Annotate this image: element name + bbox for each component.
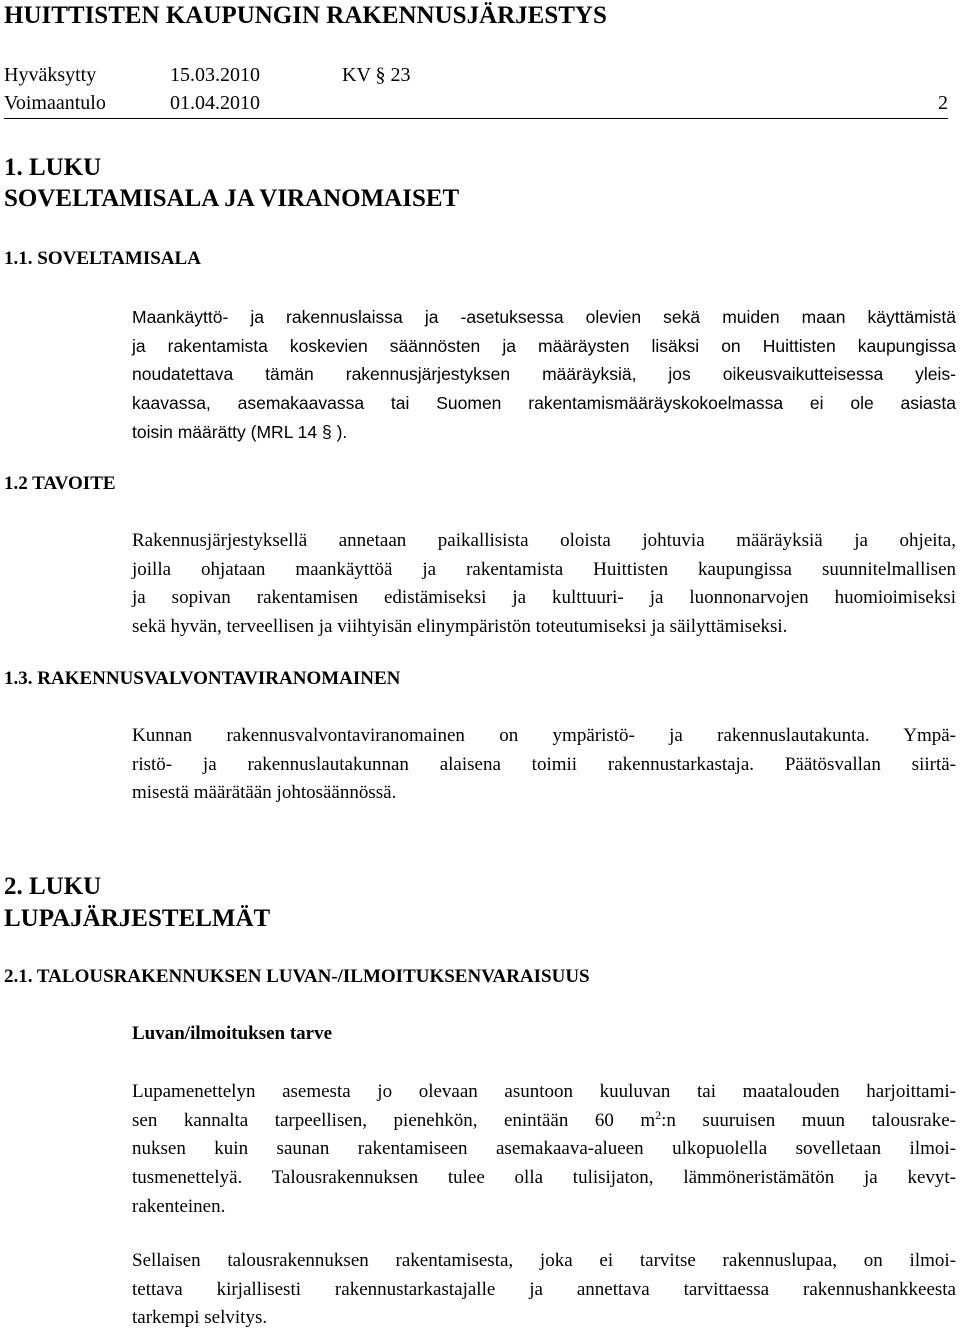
paragraph-line: nuksen kuin saunan rakentamiseen asemakaava-alueen ulkopuolella sovelletaan ilmoi- xyxy=(132,1138,956,1160)
paragraph-line: Lupamenettelyn asemesta jo olevaan asuntoon kuuluvan tai maatalouden harjoittami- xyxy=(132,1081,956,1102)
paragraph-line: sekä hyvän, terveellisen ja viihtyisän elinympäristön toteutumiseksi ja säilyttämiseksi. xyxy=(132,616,788,638)
paragraph-line: rakenteinen. xyxy=(132,1195,226,1217)
section-1-2-heading: 1.2 TAVOITE xyxy=(4,473,116,494)
superscript: 2 xyxy=(655,1107,662,1122)
paragraph-line: toisin määrätty (MRL 14 § ). xyxy=(132,421,348,442)
paragraph-line: Maankäyttö- ja rakennuslaissa ja -asetuksessa olevien sekä muiden maan käyttämistä xyxy=(132,307,956,327)
approved-by: KV § 23 xyxy=(342,64,411,86)
header-rule xyxy=(4,118,948,119)
section-2-1-paragraph-1 xyxy=(132,1078,956,1222)
subheading: Luvan/ilmoituksen tarve xyxy=(132,1023,333,1044)
paragraph-line: ja rakentamista koskevien säännösten ja määräysten lisäksi on Huittisten kaupungissa xyxy=(132,335,956,356)
approved-label: Hyväksytty xyxy=(4,64,97,86)
paragraph-line: tettava kirjallisesti rakennustarkastajalle ja annettava tarvittaessa rakennushankkeesta xyxy=(132,1278,956,1300)
paragraph-line: tusmenettelyä. Talousrakennuksen tulee olla tulisijaton, lämmöneristämätön ja kevyt- xyxy=(132,1167,956,1189)
effective-label: Voimaantulo xyxy=(4,92,106,114)
chapter1-number: 1. LUKU xyxy=(4,154,102,181)
paragraph-line: ja sopivan rakentamisen edistämiseksi ja kulttuuri- ja luonnonarvojen huomioimiseksi xyxy=(132,587,956,609)
paragraph-line: misestä määrätään johtosäännössä. xyxy=(132,782,397,804)
section-1-3-heading: 1.3. RAKENNUSVALVONTAVIRANOMAINEN xyxy=(4,668,401,689)
document-title: HUITTISTEN KAUPUNGIN RAKENNUSJÄRJESTYS xyxy=(4,2,607,29)
section-2-1-heading: 2.1. TALOUSRAKENNUKSEN LUVAN-/ILMOITUKSENVARAISUUS xyxy=(4,966,590,987)
chapter1-title: SOVELTAMISALA JA VIRANOMAISET xyxy=(4,185,460,212)
paragraph-line xyxy=(132,1107,956,1136)
paragraph-line: Sellaisen talousrakennuksen rakentamisesta, joka ei tarvitse rakennuslupaa, on ilmoi- xyxy=(132,1250,956,1271)
chapter2-title: LUPAJÄRJESTELMÄT xyxy=(4,905,271,932)
paragraph-line: ristö- ja rakennuslautakunnan alaisena toimii rakennustarkastaja. Päätösvallan siirtä- xyxy=(132,753,956,775)
paragraph-line: noudatettava tämän rakennusjärjestyksen määräyksiä, jos oikeusvaikutteisessa yleis- xyxy=(132,364,956,385)
section-2-1-paragraph-2 xyxy=(132,1247,956,1333)
paragraph-line: joilla ohjataan maankäyttöä ja rakentamista Huittisten kaupungissa suunnitelmallisen xyxy=(132,558,956,580)
paragraph-line: tarkempi selvitys. xyxy=(132,1307,268,1329)
line-text: :n suuruisen muun talousrake- xyxy=(661,1109,956,1131)
section-1-1-paragraph xyxy=(132,303,956,447)
page-number: 2 xyxy=(938,92,948,114)
effective-date: 01.04.2010 xyxy=(170,92,260,114)
line-text: sen kannalta tarpeellisen, pienehkön, enintään 60 m xyxy=(132,1109,656,1131)
section-1-2-paragraph xyxy=(132,527,956,642)
paragraph-line: Kunnan rakennusvalvontaviranomainen on ympäristö- ja rakennuslautakunta. Ympä- xyxy=(132,725,956,746)
chapter2-number: 2. LUKU xyxy=(4,873,102,900)
approved-date: 15.03.2010 xyxy=(170,64,260,86)
paragraph-line: kaavassa, asemakaavassa tai Suomen rakentamismääräyskokoelmassa ei ole asiasta xyxy=(132,393,956,414)
section-1-3-paragraph xyxy=(132,722,956,808)
paragraph-line: Rakennusjärjestyksellä annetaan paikallisista oloista johtuvia määräyksiä ja ohjeita, xyxy=(132,530,956,551)
section-1-1-heading: 1.1. SOVELTAMISALA xyxy=(4,248,201,269)
